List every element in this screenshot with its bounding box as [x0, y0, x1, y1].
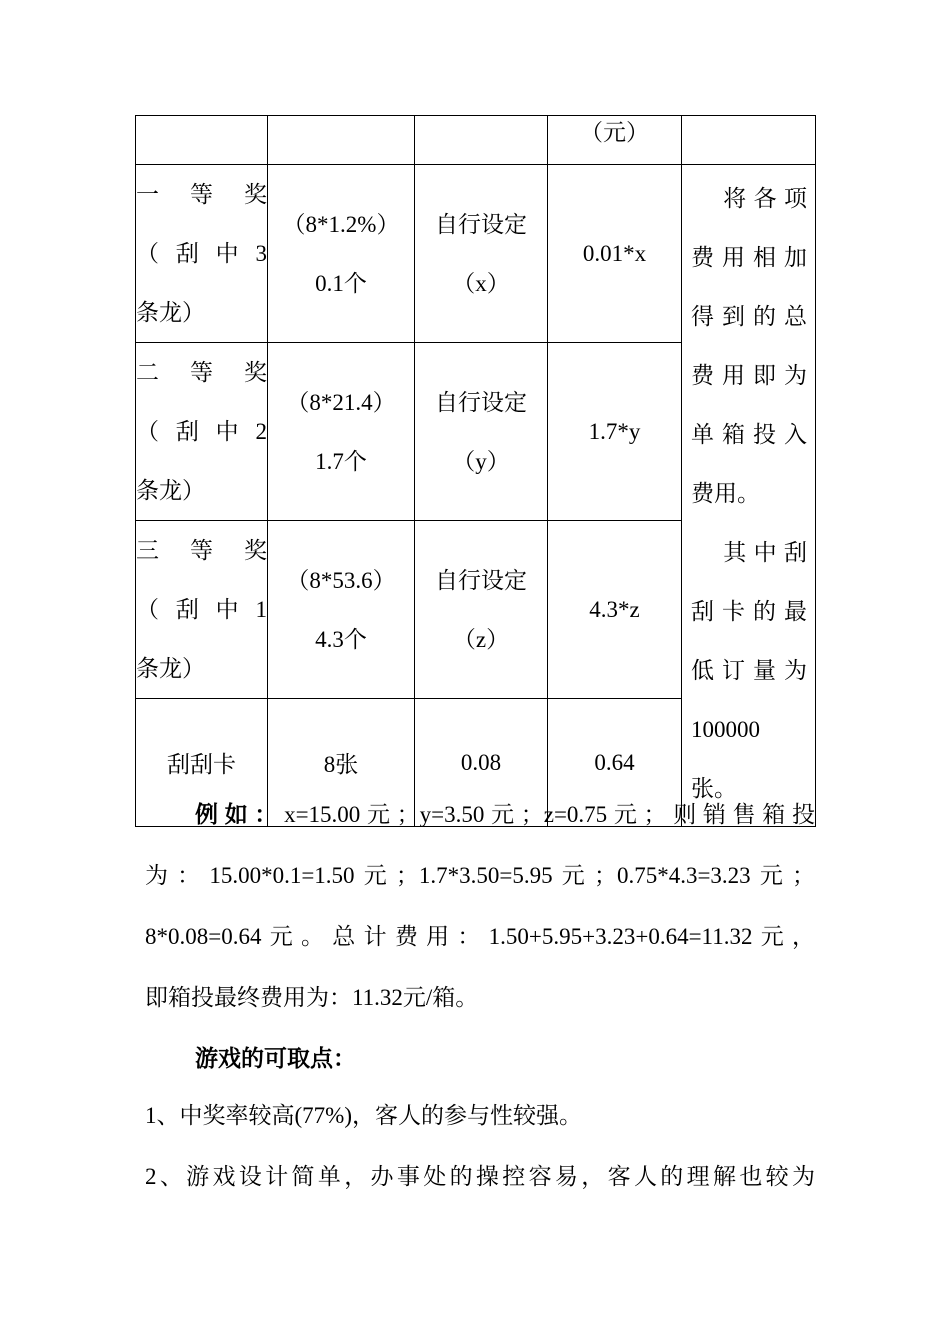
prize-qty-line: （8*21.4）	[286, 389, 396, 415]
prize-qty-line: 0.1个	[315, 270, 367, 296]
prize-value-cell	[415, 521, 548, 699]
prize-name-cell	[136, 521, 268, 699]
example-label: 例如：	[195, 802, 285, 827]
table-cell	[682, 116, 816, 165]
note-line: 得到的总	[691, 304, 807, 329]
prize-name-line: 条龙）	[136, 656, 205, 681]
prize-value-line: 自行设定	[435, 389, 527, 415]
prize-value-cell	[415, 343, 548, 521]
unit-label: （元）	[548, 116, 682, 165]
prize-name-line: 条龙）	[136, 300, 205, 325]
prize-cost-cell: 0.01*x	[548, 165, 682, 343]
note-line: 刮卡的最	[691, 599, 807, 624]
prize-name-line: 条龙）	[136, 478, 205, 503]
note-cell	[682, 165, 816, 827]
prize-value-cell	[415, 165, 548, 343]
prize-value-line: （x）	[452, 270, 510, 296]
prize-name-cell	[136, 343, 268, 521]
table-row	[136, 165, 816, 343]
example-line-3: 8*0.08=0.64元。总计费用：1.50+5.95+3.23+0.64=11.32元，	[145, 924, 815, 949]
prize-name-line: （刮中2	[136, 419, 267, 444]
card-name-cell: 刮刮卡	[136, 699, 268, 827]
prize-cost-cell: 4.3*z	[548, 521, 682, 699]
prize-name-cell	[136, 165, 268, 343]
table-cell	[136, 116, 268, 165]
prize-cost-table	[135, 115, 816, 827]
card-qty-cell: 8张	[268, 699, 415, 827]
table-cell	[268, 116, 415, 165]
note-line: 费用相加	[691, 245, 807, 270]
prize-value-line: （y）	[452, 448, 510, 474]
note-line: 费用即为	[691, 363, 807, 388]
card-value-cell: 0.08	[415, 699, 548, 827]
prize-name-line: 三 等 奖	[136, 538, 267, 563]
merits-heading	[145, 1028, 815, 1089]
prize-name-line: 二 等 奖	[136, 360, 267, 385]
prize-qty-line: （8*53.6）	[286, 567, 396, 593]
prize-qty-cell	[268, 165, 415, 343]
example-line-2: 为：15.00*0.1=1.50元；1.7*3.50=5.95元；0.75*4.3=3.23元；	[145, 863, 815, 888]
note-line: 单箱投入	[691, 422, 807, 447]
prize-qty-line: 4.3个	[315, 626, 367, 652]
note-line: 其中刮	[723, 540, 807, 565]
prize-qty-line: （8*1.2%）	[282, 211, 400, 237]
prize-name-line: （刮中3	[136, 241, 267, 266]
example-line-1	[145, 784, 815, 845]
note-line: 低订量为	[691, 658, 807, 683]
prize-name-line: （刮中1	[136, 597, 267, 622]
prize-qty-cell	[268, 521, 415, 699]
table-header-row	[136, 116, 816, 165]
table-cell	[415, 116, 548, 165]
note-line: 将各项	[723, 186, 807, 211]
example-text: x=15.00元；y=3.50元；z=0.75元；则销售箱投	[284, 802, 815, 827]
merit-item-1: 1、中奖率较高(77%)，客人的参与性较强。	[145, 1103, 582, 1128]
card-cost-cell: 0.64	[548, 699, 682, 827]
merit-item-2: 2、游戏设计简单，办事处的操控容易，客人的理解也较为	[145, 1164, 815, 1189]
note-line: 张。	[691, 776, 737, 801]
prize-value-line: （z）	[452, 626, 510, 652]
prize-value-line: 自行设定	[435, 211, 527, 237]
merits-heading-text: 游戏的可取点：	[195, 1046, 356, 1071]
note-line: 100000	[691, 717, 760, 742]
prize-qty-cell	[268, 343, 415, 521]
example-line-4: 即箱投最终费用为：11.32元/箱。	[145, 985, 479, 1010]
note-line: 费用。	[691, 481, 760, 506]
prize-value-line: 自行设定	[435, 567, 527, 593]
prize-cost-cell: 1.7*y	[548, 343, 682, 521]
prize-qty-line: 1.7个	[315, 448, 367, 474]
prize-name-line: 一 等 奖	[136, 182, 267, 207]
